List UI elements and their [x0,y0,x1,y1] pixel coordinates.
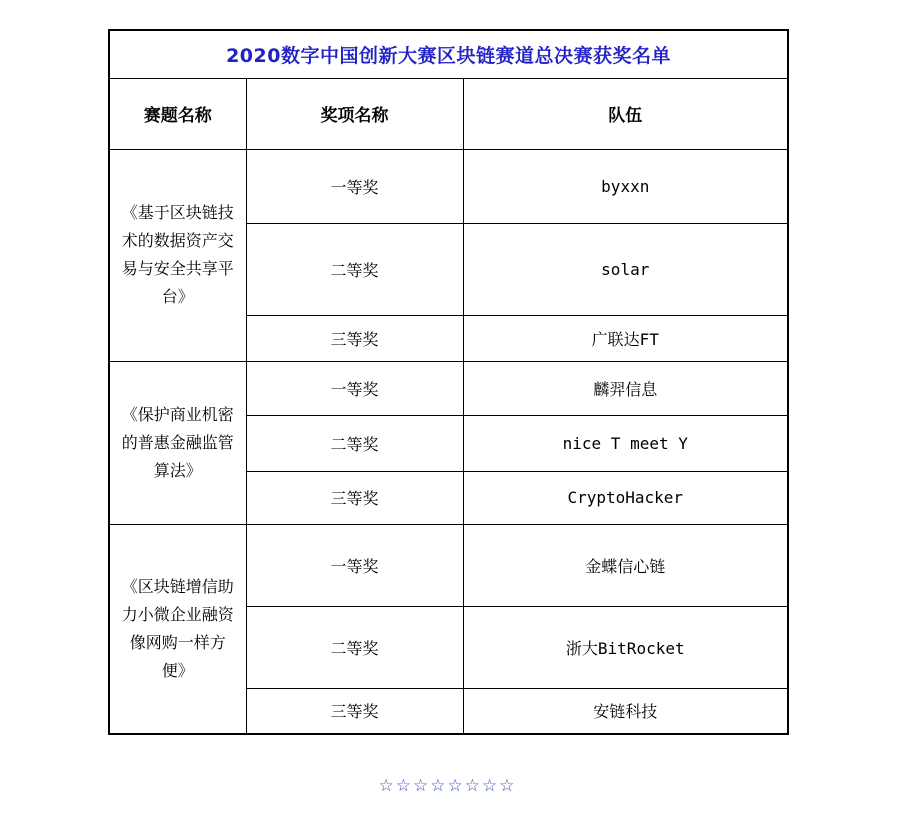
team-cell: 广联达FT [463,315,788,361]
award-cell: 二等奖 [246,223,463,315]
table-title: 2020数字中国创新大赛区块链赛道总决赛获奖名单 [109,30,788,78]
table-row [109,524,788,606]
topic-cell: 《基于区块链技术的数据资产交易与安全共享平台》 [109,149,246,361]
team-cell: byxxn [463,149,788,223]
table-row [109,149,788,223]
award-cell: 一等奖 [246,524,463,606]
team-cell: 麟羿信息 [463,361,788,415]
topic-cell: 《区块链增信助力小微企业融资像网购一样方便》 [109,524,246,734]
column-header-topic: 赛题名称 [109,78,246,149]
header-row [109,78,788,149]
column-header-award: 奖项名称 [246,78,463,149]
award-cell: 三等奖 [246,688,463,734]
award-cell: 一等奖 [246,361,463,415]
team-cell: 金蝶信心链 [463,524,788,606]
award-cell: 三等奖 [246,315,463,361]
team-cell: 浙大BitRocket [463,606,788,688]
title-row [109,30,788,78]
team-cell: solar [463,223,788,315]
team-cell: nice T meet Y [463,415,788,471]
table-row [109,361,788,415]
awards-table [108,29,789,735]
award-cell: 二等奖 [246,415,463,471]
award-cell: 二等奖 [246,606,463,688]
team-cell: CryptoHacker [463,471,788,524]
column-header-team: 队伍 [463,78,788,149]
team-cell: 安链科技 [463,688,788,734]
award-cell: 一等奖 [246,149,463,223]
award-cell: 三等奖 [246,471,463,524]
topic-cell: 《保护商业机密的普惠金融监管算法》 [109,361,246,524]
star-decoration: ☆☆☆☆☆☆☆☆ [378,776,517,796]
